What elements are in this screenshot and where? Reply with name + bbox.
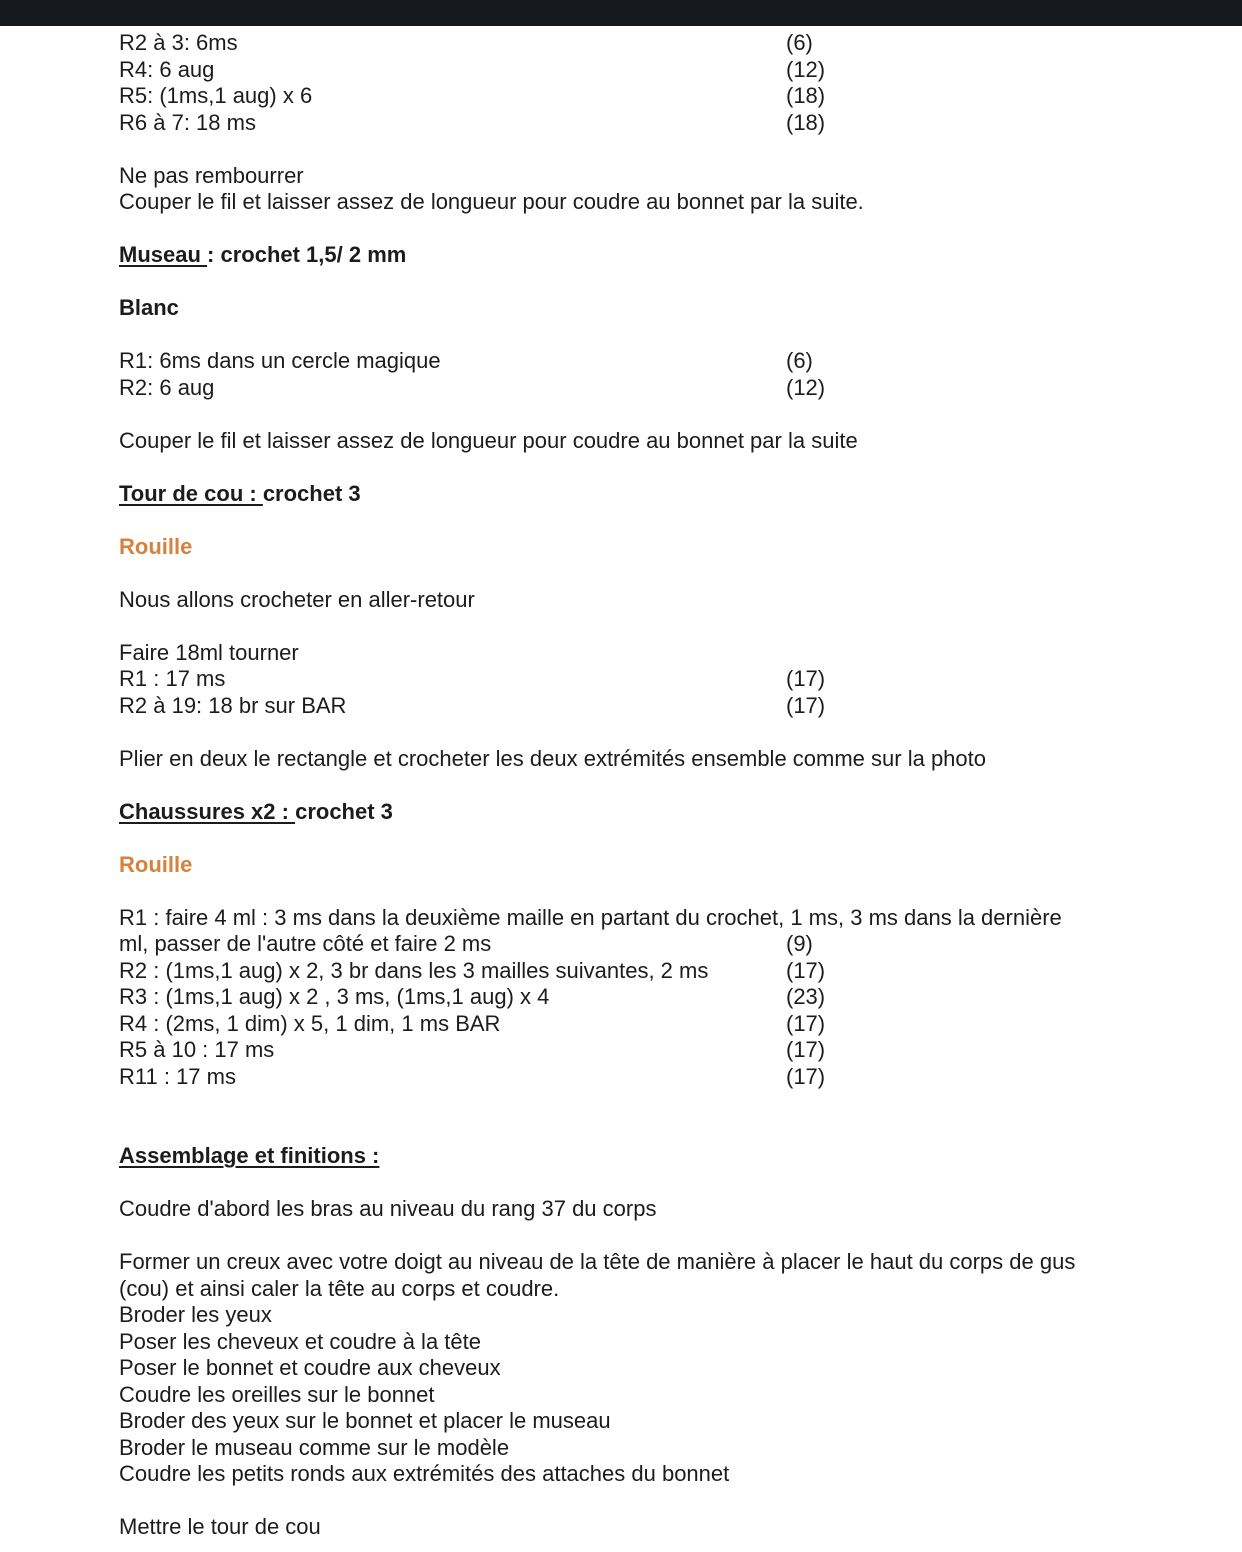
row-text: R3 : (1ms,1 aug) x 2 , 3 ms, (1ms,1 aug) x 4 [119,984,550,1009]
row-line [119,57,1209,84]
row-line [119,958,1209,985]
stitch-count: (18) [786,83,826,108]
heading-subtitle: crochet 3 [262,480,361,506]
heading-title: Assemblage et finitions : [119,1143,380,1168]
instruction: (cou) et ainsi caler la tête au corps et coudre. [119,1275,560,1301]
instruction: Ne pas rembourrer [119,162,304,188]
yarn-color: Rouille [119,533,193,559]
row-line [119,1037,1209,1064]
row-text: R5 à 10 : 17 ms [119,1037,275,1062]
section-heading-assemblage [119,1143,1209,1170]
heading-title: Tour de cou : [119,480,263,506]
row-line [119,375,1209,402]
row-text: R1: 6ms dans un cercle magique [119,348,441,373]
stitch-count: (9) [786,931,813,956]
row-line [119,931,1209,958]
row-line [119,693,1209,720]
row-text: ml, passer de l'autre côté et faire 2 ms [119,931,492,956]
pattern-document [119,30,1209,1541]
stitch-count: (12) [786,56,826,82]
row-line [119,984,1209,1011]
row-text: R2 à 19: 18 br sur BAR [119,692,347,718]
yarn-color: Rouille [119,851,193,877]
heading-subtitle: crochet 3 [295,798,393,824]
row-line [119,83,1209,110]
stitch-count: (17) [786,1063,826,1089]
row-line: R1 : faire 4 ml : 3 ms dans la deuxième maille en partant du crochet, 1 ms, 3 ms dans la dernière [119,904,1062,930]
heading-subtitle: : crochet 1,5/ 2 mm [207,242,407,267]
row-text: R11 : 17 ms [119,1063,236,1089]
row-text: R4 : (2ms, 1 dim) x 5, 1 dim, 1 ms BAR [119,1010,501,1036]
top-status-bar [0,0,1242,26]
row-line [119,1011,1209,1038]
row-text: R5: (1ms,1 aug) x 6 [119,83,313,108]
row-line [119,110,1209,137]
stitch-count: (23) [786,984,826,1009]
assembly-step: Poser le bonnet et coudre aux cheveux [119,1355,501,1380]
stitch-count: (12) [786,374,826,400]
row-line [119,30,1209,57]
stitch-count: (17) [786,692,826,718]
section-heading-chaussures [119,799,1209,826]
row-text: R2: 6 aug [119,374,215,400]
instruction: Plier en deux le rectangle et crocheter les deux extrémités ensemble comme sur la photo [119,745,986,771]
stitch-count: (17) [786,957,826,983]
yarn-color: Blanc [119,295,179,320]
stitch-count: (6) [786,30,813,55]
assembly-step: Coudre les oreilles sur le bonnet [119,1381,435,1407]
row-line [119,348,1209,375]
row-text: R4: 6 aug [119,56,215,82]
row-text: R2 : (1ms,1 aug) x 2, 3 br dans les 3 mailles suivantes, 2 ms [119,957,709,983]
instruction: Couper le fil et laisser assez de longueur pour coudre au bonnet par la suite. [119,189,864,214]
stitch-count: (17) [786,1037,826,1062]
assembly-step: Broder les yeux [119,1302,272,1327]
row-text: R2 à 3: 6ms [119,30,238,55]
row-text: R1 : 17 ms [119,666,226,691]
row-line [119,1064,1209,1091]
row-line [119,666,1209,693]
assembly-step: Coudre les petits ronds aux extrémités des attaches du bonnet [119,1461,730,1486]
section-heading-tour-de-cou [119,481,1209,508]
instruction: Coudre d'abord les bras au niveau du rang 37 du corps [119,1196,657,1221]
assembly-step: Poser les cheveux et coudre à la tête [119,1328,481,1354]
instruction: Couper le fil et laisser assez de longueur pour coudre au bonnet par la suite [119,427,858,453]
assembly-step: Broder le museau comme sur le modèle [119,1434,510,1460]
instruction: Faire 18ml tourner [119,639,299,665]
stitch-count: (6) [786,348,813,373]
heading-title: Chaussures x2 : [119,798,296,824]
section-heading-museau [119,242,1209,269]
stitch-count: (18) [786,109,826,135]
instruction: Former un creux avec votre doigt au niveau de la tête de manière à placer le haut du corps de gus [119,1249,1076,1274]
assembly-step: Broder des yeux sur le bonnet et placer le museau [119,1408,611,1433]
heading-title: Museau [119,242,208,267]
stitch-count: (17) [786,1010,826,1036]
stitch-count: (17) [786,666,826,691]
instruction: Mettre le tour de cou [119,1514,321,1539]
instruction: Nous allons crocheter en aller-retour [119,586,475,612]
row-text: R6 à 7: 18 ms [119,109,256,135]
